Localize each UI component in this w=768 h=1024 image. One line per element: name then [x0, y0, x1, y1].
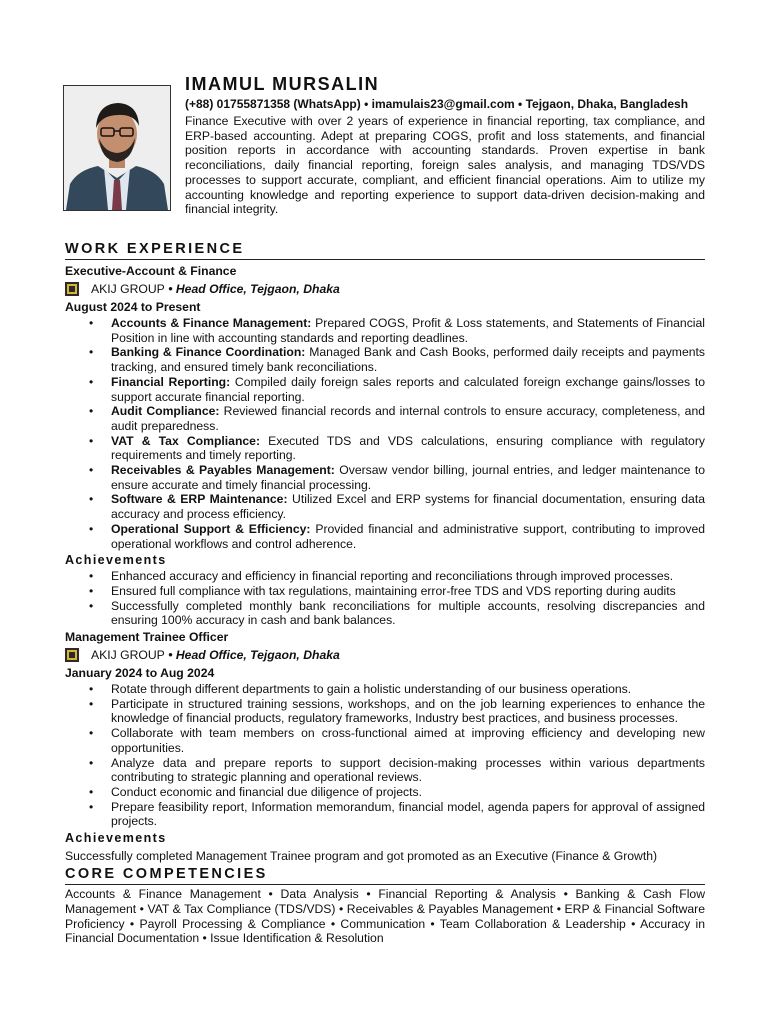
work-experience-heading: WORK EXPERIENCE [65, 240, 705, 260]
job-title: Executive-Account & Finance [65, 264, 237, 278]
list-item: • VAT & Tax Compliance: Executed TDS and VDS calculations, ensuring compliance with regulatory requirements and timely reporting. [111, 434, 705, 463]
company-location: Head Office, Tejgaon, Dhaka [175, 282, 340, 296]
list-item: • Operational Support & Efficiency: Provided financial and administrative support, contributing to improved operational workflows and control adherence. [111, 522, 705, 551]
list-item: • Receivables & Payables Management: Oversaw vendor billing, journal entries, and ledger maintenance to ensure accurate and timely financial processing. [111, 463, 705, 492]
list-item: • Ensured full compliance with tax regulations, maintaining error-free TDS and VDS reporting during audits [111, 584, 705, 599]
responsibilities-list [65, 316, 705, 551]
list-item: • Participate in structured training sessions, workshops, and on the job learning experiences to enhance the knowledge of financial products, regulatory frameworks, Industry best practices, and business processes. [111, 697, 705, 726]
main-content [65, 240, 705, 946]
profile-photo [63, 85, 171, 211]
company-logo-icon [65, 648, 79, 662]
core-competencies-heading: CORE COMPETENCIES [65, 865, 705, 885]
list-item: • Software & ERP Maintenance: Utilized Excel and ERP systems for financial documentation, ensuring data accuracy and process efficiency. [111, 492, 705, 521]
list-item: • Accounts & Finance Management: Prepared COGS, Profit & Loss statements, and Statements of Financial Position in line with accounting standards and reporting deadlines. [111, 316, 705, 345]
achievements-heading: Achievements [65, 553, 167, 568]
contact-line: (+88) 01755871358 (WhatsApp) • imamulais23@gmail.com • Tejgaon, Dhaka, Bangladesh [185, 97, 689, 111]
company-location: Head Office, Tejgaon, Dhaka [175, 648, 340, 663]
list-item: • Rotate through different departments to gain a holistic understanding of our business operations. [111, 682, 705, 697]
company-name: AKIJ GROUP [91, 282, 165, 296]
professional-summary: Finance Executive with over 2 years of experience in financial reporting, tax compliance, and ERP-based accounting. Adept at preparing COGS, profit and loss statements, and financial position reports in accordance with accounting standards. Proven expertise in bank reconciliations, daily financial reporting, foreign sales analysis, and managing TDS/VDS processes to support accurate, compliant, and efficient financial operations. Aim to utilize my accounting knowledge and reporting experience to support data-driven decision-making and financial integrity. [185, 114, 705, 217]
achievements-heading: Achievements [65, 831, 167, 846]
company-logo-icon [65, 282, 79, 296]
list-item: • Prepare feasibility report, Information memorandum, financial model, agenda papers for approval of assigned projects. [111, 800, 705, 829]
list-item: • Audit Compliance: Reviewed financial records and internal controls to ensure accuracy, completeness, and audit preparedness. [111, 404, 705, 433]
list-item: • Enhanced accuracy and efficiency in financial reporting and reconciliations through improved processes. [111, 569, 705, 584]
person-portrait-icon [64, 86, 170, 210]
responsibilities-list [65, 682, 705, 829]
job-title: Management Trainee Officer [65, 630, 229, 645]
job-dates: August 2024 to Present [65, 300, 201, 314]
company-name: AKIJ GROUP [91, 648, 165, 663]
company-line: AKIJ GROUP • Head Office, Tejgaon, Dhaka [65, 646, 705, 664]
list-item: • Banking & Finance Coordination: Managed Bank and Cash Books, performed daily receipts and payments tracking, and ensured timely bank reconciliations. [111, 345, 705, 374]
header [185, 73, 705, 217]
achievements-list [65, 569, 705, 628]
competencies-text: Accounts & Finance Management • Data Analysis • Financial Reporting & Analysis • Banking & Cash Flow Management • VAT & Tax Compliance (TDS/VDS) • Receivables & Payables Management • ERP & Financial Software Proficiency • Payroll Processing & Compliance • Communication • Team Collaboration & Leadership • Accuracy in Financial Documentation • Issue Identification & Resolution [65, 887, 705, 946]
list-item: • Conduct economic and financial due diligence of projects. [111, 785, 705, 800]
company-line: AKIJ GROUP • Head Office, Tejgaon, Dhaka [65, 280, 705, 298]
list-item: • Collaborate with team members on cross-functional aimed at improving efficiency and developing new opportunities. [111, 726, 705, 755]
list-item: • Financial Reporting: Compiled daily foreign sales reports and calculated foreign exchange gains/losses to support accurate financial reporting. [111, 375, 705, 404]
list-item: • Successfully completed monthly bank reconciliations for multiple accounts, resolving discrepancies and ensuring 100% accuracy in cash and bank balances. [111, 599, 705, 628]
job-entry [65, 262, 705, 628]
list-item: • Analyze data and prepare reports to support decision-making processes within various departments contributing to strategic planning and operational reviews. [111, 756, 705, 785]
job-dates: January 2024 to Aug 2024 [65, 666, 215, 681]
achievement-text: Successfully completed Management Trainee program and got promoted as an Executive (Finance & Growth) [65, 849, 658, 864]
job-entry [65, 628, 705, 865]
candidate-name: IMAMUL MURSALIN [185, 74, 380, 94]
